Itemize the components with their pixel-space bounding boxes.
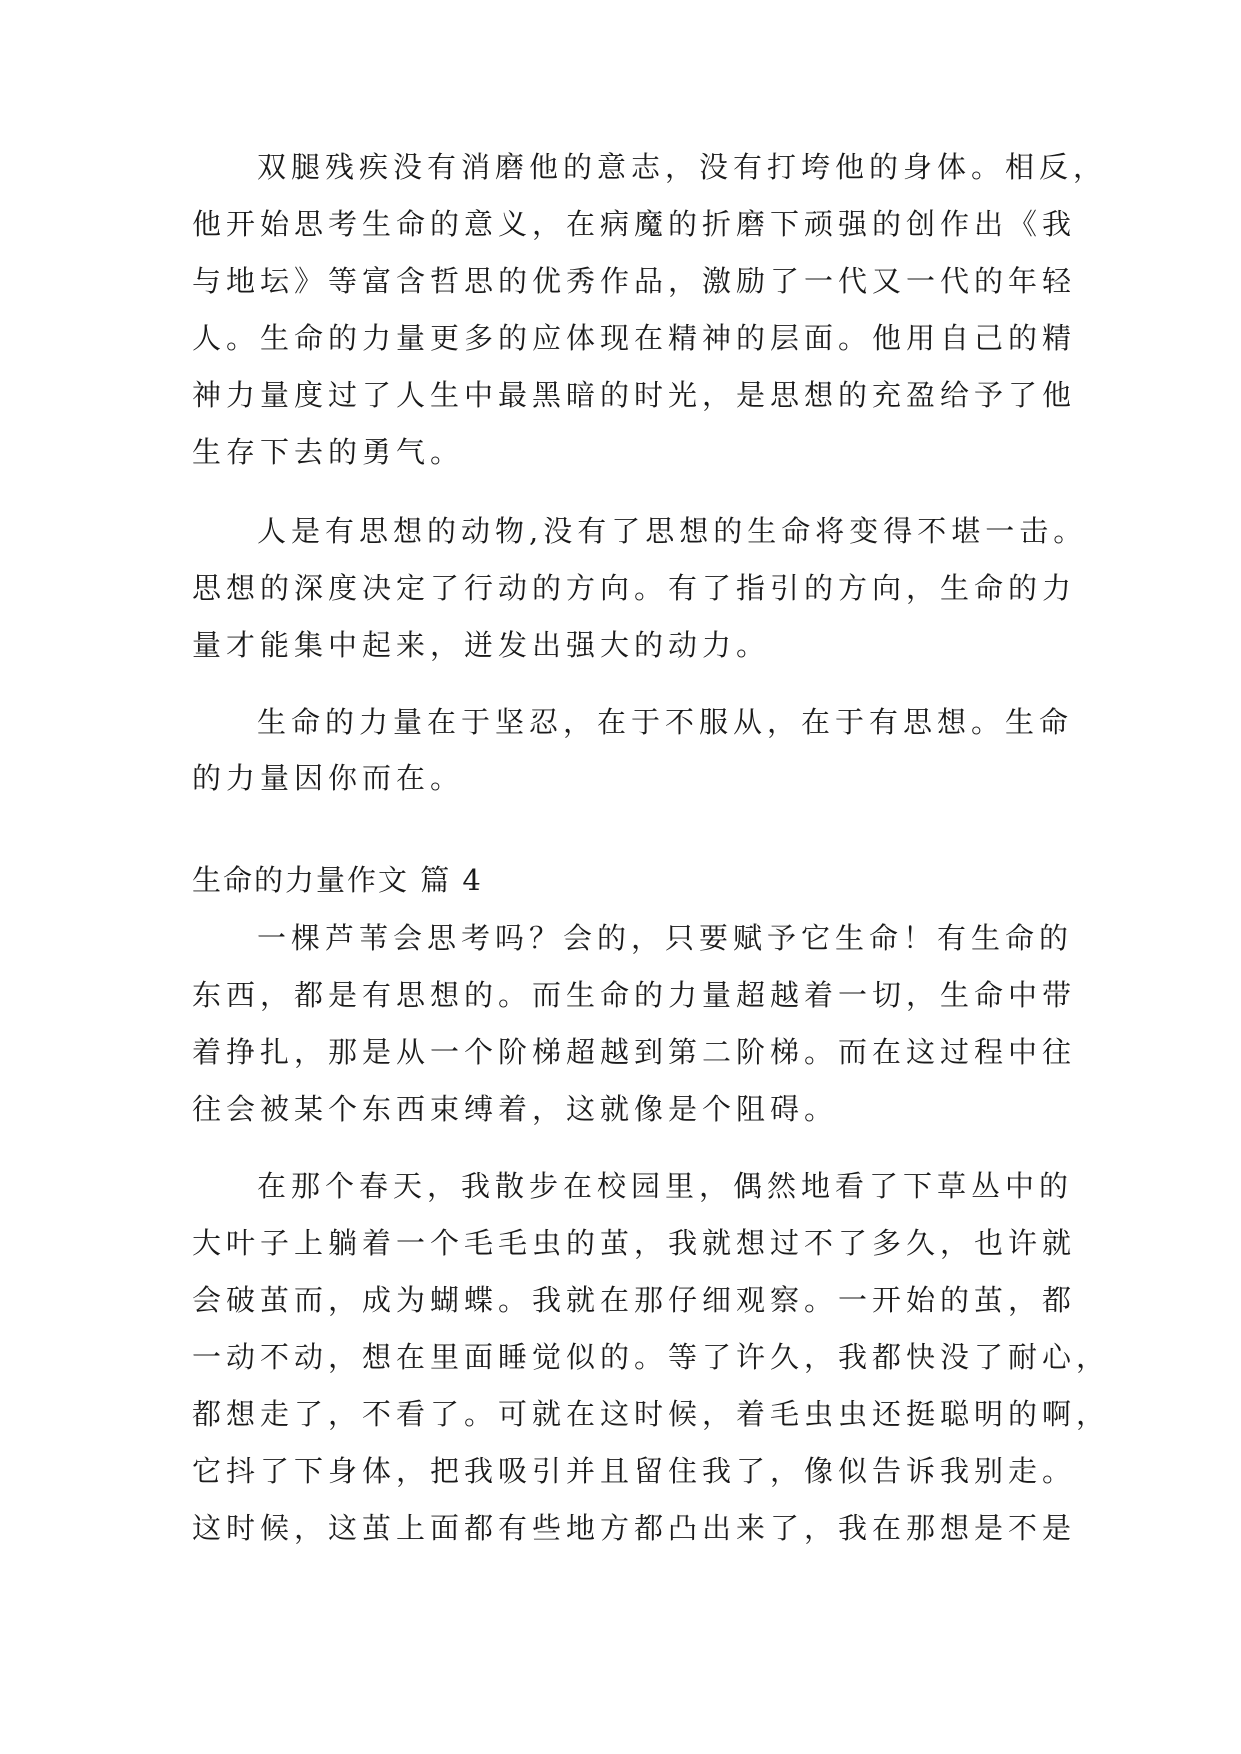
paragraph-line: 它抖了下身体，把我吸引并且留住我了，像似告诉我别走。 (192, 1454, 1077, 1488)
paragraph-line: 东西，都是有思想的。而生命的力量超越着一切，生命中带 (192, 978, 1077, 1012)
paragraph-line: 生存下去的勇气。 (192, 435, 465, 469)
paragraph-line: 都想走了，不看了。可就在这时候，着毛虫虫还挺聪明的啊， (192, 1397, 1111, 1431)
paragraph-line: 双腿残疾没有消磨他的意志，没有打垮他的身体。相反， (257, 150, 1108, 184)
paragraph-line: 生命的力量在于坚忍，在于不服从，在于有思想。生命 (257, 705, 1074, 739)
paragraph-line: 一动不动，想在里面睡觉似的。等了许久，我都快没了耐心， (192, 1340, 1111, 1374)
paragraph-line: 人是有思想的动物,没有了思想的生命将变得不堪一击。 (257, 514, 1088, 548)
paragraph-line: 一棵芦苇会思考吗？会的，只要赋予它生命！有生命的 (257, 921, 1074, 955)
paragraph-line: 他开始思考生命的意义，在病魔的折磨下顽强的创作出《我 (192, 207, 1077, 241)
paragraph-line: 往会被某个东西束缚着，这就像是个阻碍。 (192, 1092, 839, 1126)
paragraph-line: 大叶子上躺着一个毛毛虫的茧，我就想过不了多久，也许就 (192, 1226, 1077, 1260)
paragraph-line: 思想的深度决定了行动的方向。有了指引的方向，生命的力 (192, 571, 1077, 605)
paragraph-line: 人。生命的力量更多的应体现在精神的层面。他用自己的精 (192, 321, 1077, 355)
paragraph-line: 这时候，这茧上面都有些地方都凸出来了，我在那想是不是 (192, 1511, 1077, 1545)
paragraph-line: 在那个春天，我散步在校园里，偶然地看了下草丛中的 (257, 1169, 1074, 1203)
paragraph-line: 的力量因你而在。 (192, 761, 465, 795)
paragraph-line: 神力量度过了人生中最黑暗的时光，是思想的充盈给予了他 (192, 378, 1077, 412)
section-heading: 生命的力量作文 篇 4 (192, 863, 483, 897)
paragraph-line: 着挣扎，那是从一个阶梯超越到第二阶梯。而在这过程中往 (192, 1035, 1077, 1069)
paragraph-line: 量才能集中起来，迸发出强大的动力。 (192, 628, 771, 662)
paragraph-line: 会破茧而，成为蝴蝶。我就在那仔细观察。一开始的茧，都 (192, 1283, 1077, 1317)
paragraph-line: 与地坛》等富含哲思的优秀作品，激励了一代又一代的年轻 (192, 264, 1077, 298)
